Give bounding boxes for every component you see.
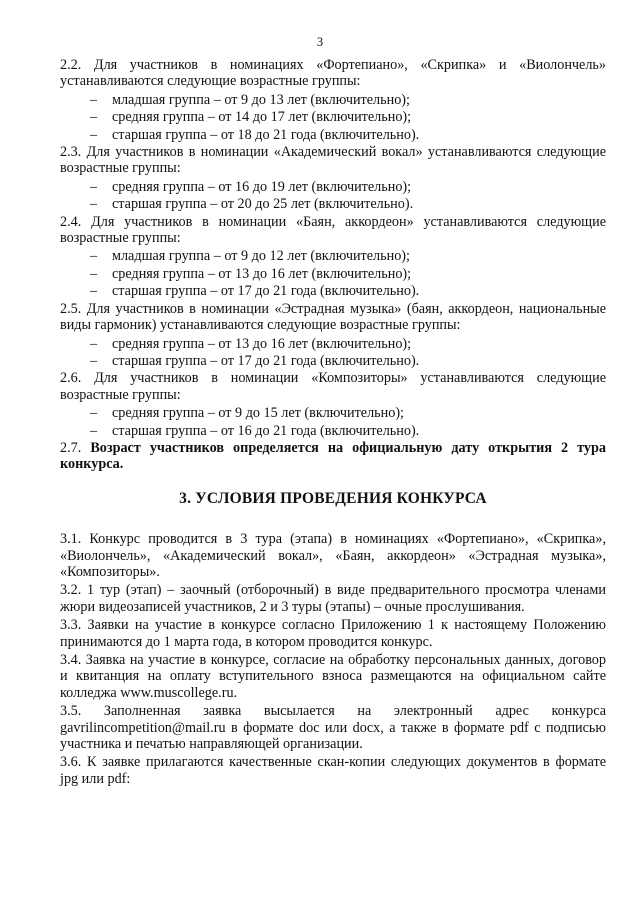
clause-3-2: 3.2. 1 тур (этап) – заочный (отборочный) в виде предварительного просмотра членами жюри видеозаписей участников, 2 и 3 туры (этапы) – очные прослушивания. [60,582,606,615]
age-group-list [60,92,606,143]
clause-2-3 [60,144,606,213]
age-group-list [60,179,606,213]
clause-3-3: 3.3. Заявки на участие в конкурсе согласно Приложению 1 к настоящему Положению принимаются до 1 марта года, в котором проводится конкурс. [60,617,606,650]
list-item: – младшая группа – от 9 до 12 лет (включительно); [60,248,606,264]
list-item: – старшая группа – от 17 до 21 года (включительно). [60,353,606,369]
clause-text: 2.6. Для участников в номинации «Композиторы» устанавливаются следующие возрастные группы: [60,370,606,403]
list-item: – средняя группа – от 9 до 15 лет (включительно); [60,405,606,421]
clause-number: 2.7. [60,439,82,456]
clause-text: 2.3. Для участников в номинации «Академический вокал» устанавливаются следующие возрастные группы: [60,144,606,177]
clause-2-6 [60,370,606,439]
list-item: – средняя группа – от 13 до 16 лет (включительно); [60,266,606,282]
clause-2-7 [60,440,606,473]
clause-2-5 [60,301,606,370]
age-groups-section [60,57,606,473]
clause-text: 2.2. Для участников в номинациях «Фортепиано», «Скрипка» и «Виолончель» устанавливаются следующие возрастные группы: [60,57,606,90]
list-item: – средняя группа – от 14 до 17 лет (включительно); [60,109,606,125]
page-number: 3 [316,35,324,49]
clause-2-2 [60,57,606,143]
list-item: – средняя группа – от 13 до 16 лет (включительно); [60,336,606,352]
competition-conditions-section [60,531,606,787]
clause-3-5: 3.5. Заполненная заявка высылается на электронный адрес конкурса gavrilincompetition@mail.ru в формате doc или docx, а также в формате pdf с подписью участника и печатью направляющей организации. [60,703,606,753]
list-item: – младшая группа – от 9 до 13 лет (включительно); [60,92,606,108]
age-group-list [60,336,606,370]
clause-3-6: 3.6. К заявке прилагаются качественные скан-копии следующих документов в формате jpg или pdf: [60,754,606,787]
list-item: – старшая группа – от 16 до 21 года (включительно). [60,423,606,439]
list-item: – старшая группа – от 17 до 21 года (включительно). [60,283,606,299]
list-item: – старшая группа – от 20 до 25 лет (включительно). [60,196,606,212]
list-item: – старшая группа – от 18 до 21 года (включительно). [60,127,606,143]
document-body [60,57,606,789]
age-group-list [60,405,606,439]
clause-3-1: 3.1. Конкурс проводится в 3 тура (этапа) в номинациях «Фортепиано», «Скрипка», «Виолончель», «Академический вокал», «Баян, аккордеон» «Эстрадная музыка», «Композиторы». [60,531,606,580]
clause-bold-text: Возраст участников определяется на официальную дату открытия 2 тура конкурса. [60,439,607,473]
clause-text: 2.4. Для участников в номинации «Баян, аккордеон» устанавливаются следующие возрастные группы: [60,213,606,247]
age-group-list [60,248,606,299]
clause-3-4: 3.4. Заявка на участие в конкурсе, согласие на обработку персональных данных, договор и квитанция на оплату вступительного взноса размещаются на официальном сайте колледжа www.muscollege.ru. [60,652,606,701]
clause-text: 2.5. Для участников в номинации «Эстрадная музыка» (баян, аккордеон, национальные виды гармоник) устанавливаются следующие возрастные группы: [60,300,606,334]
section-title: 3. УСЛОВИЯ ПРОВЕДЕНИЯ КОНКУРСА [179,489,487,507]
list-item: – средняя группа – от 16 до 19 лет (включительно); [60,179,606,195]
clause-2-4 [60,214,606,300]
